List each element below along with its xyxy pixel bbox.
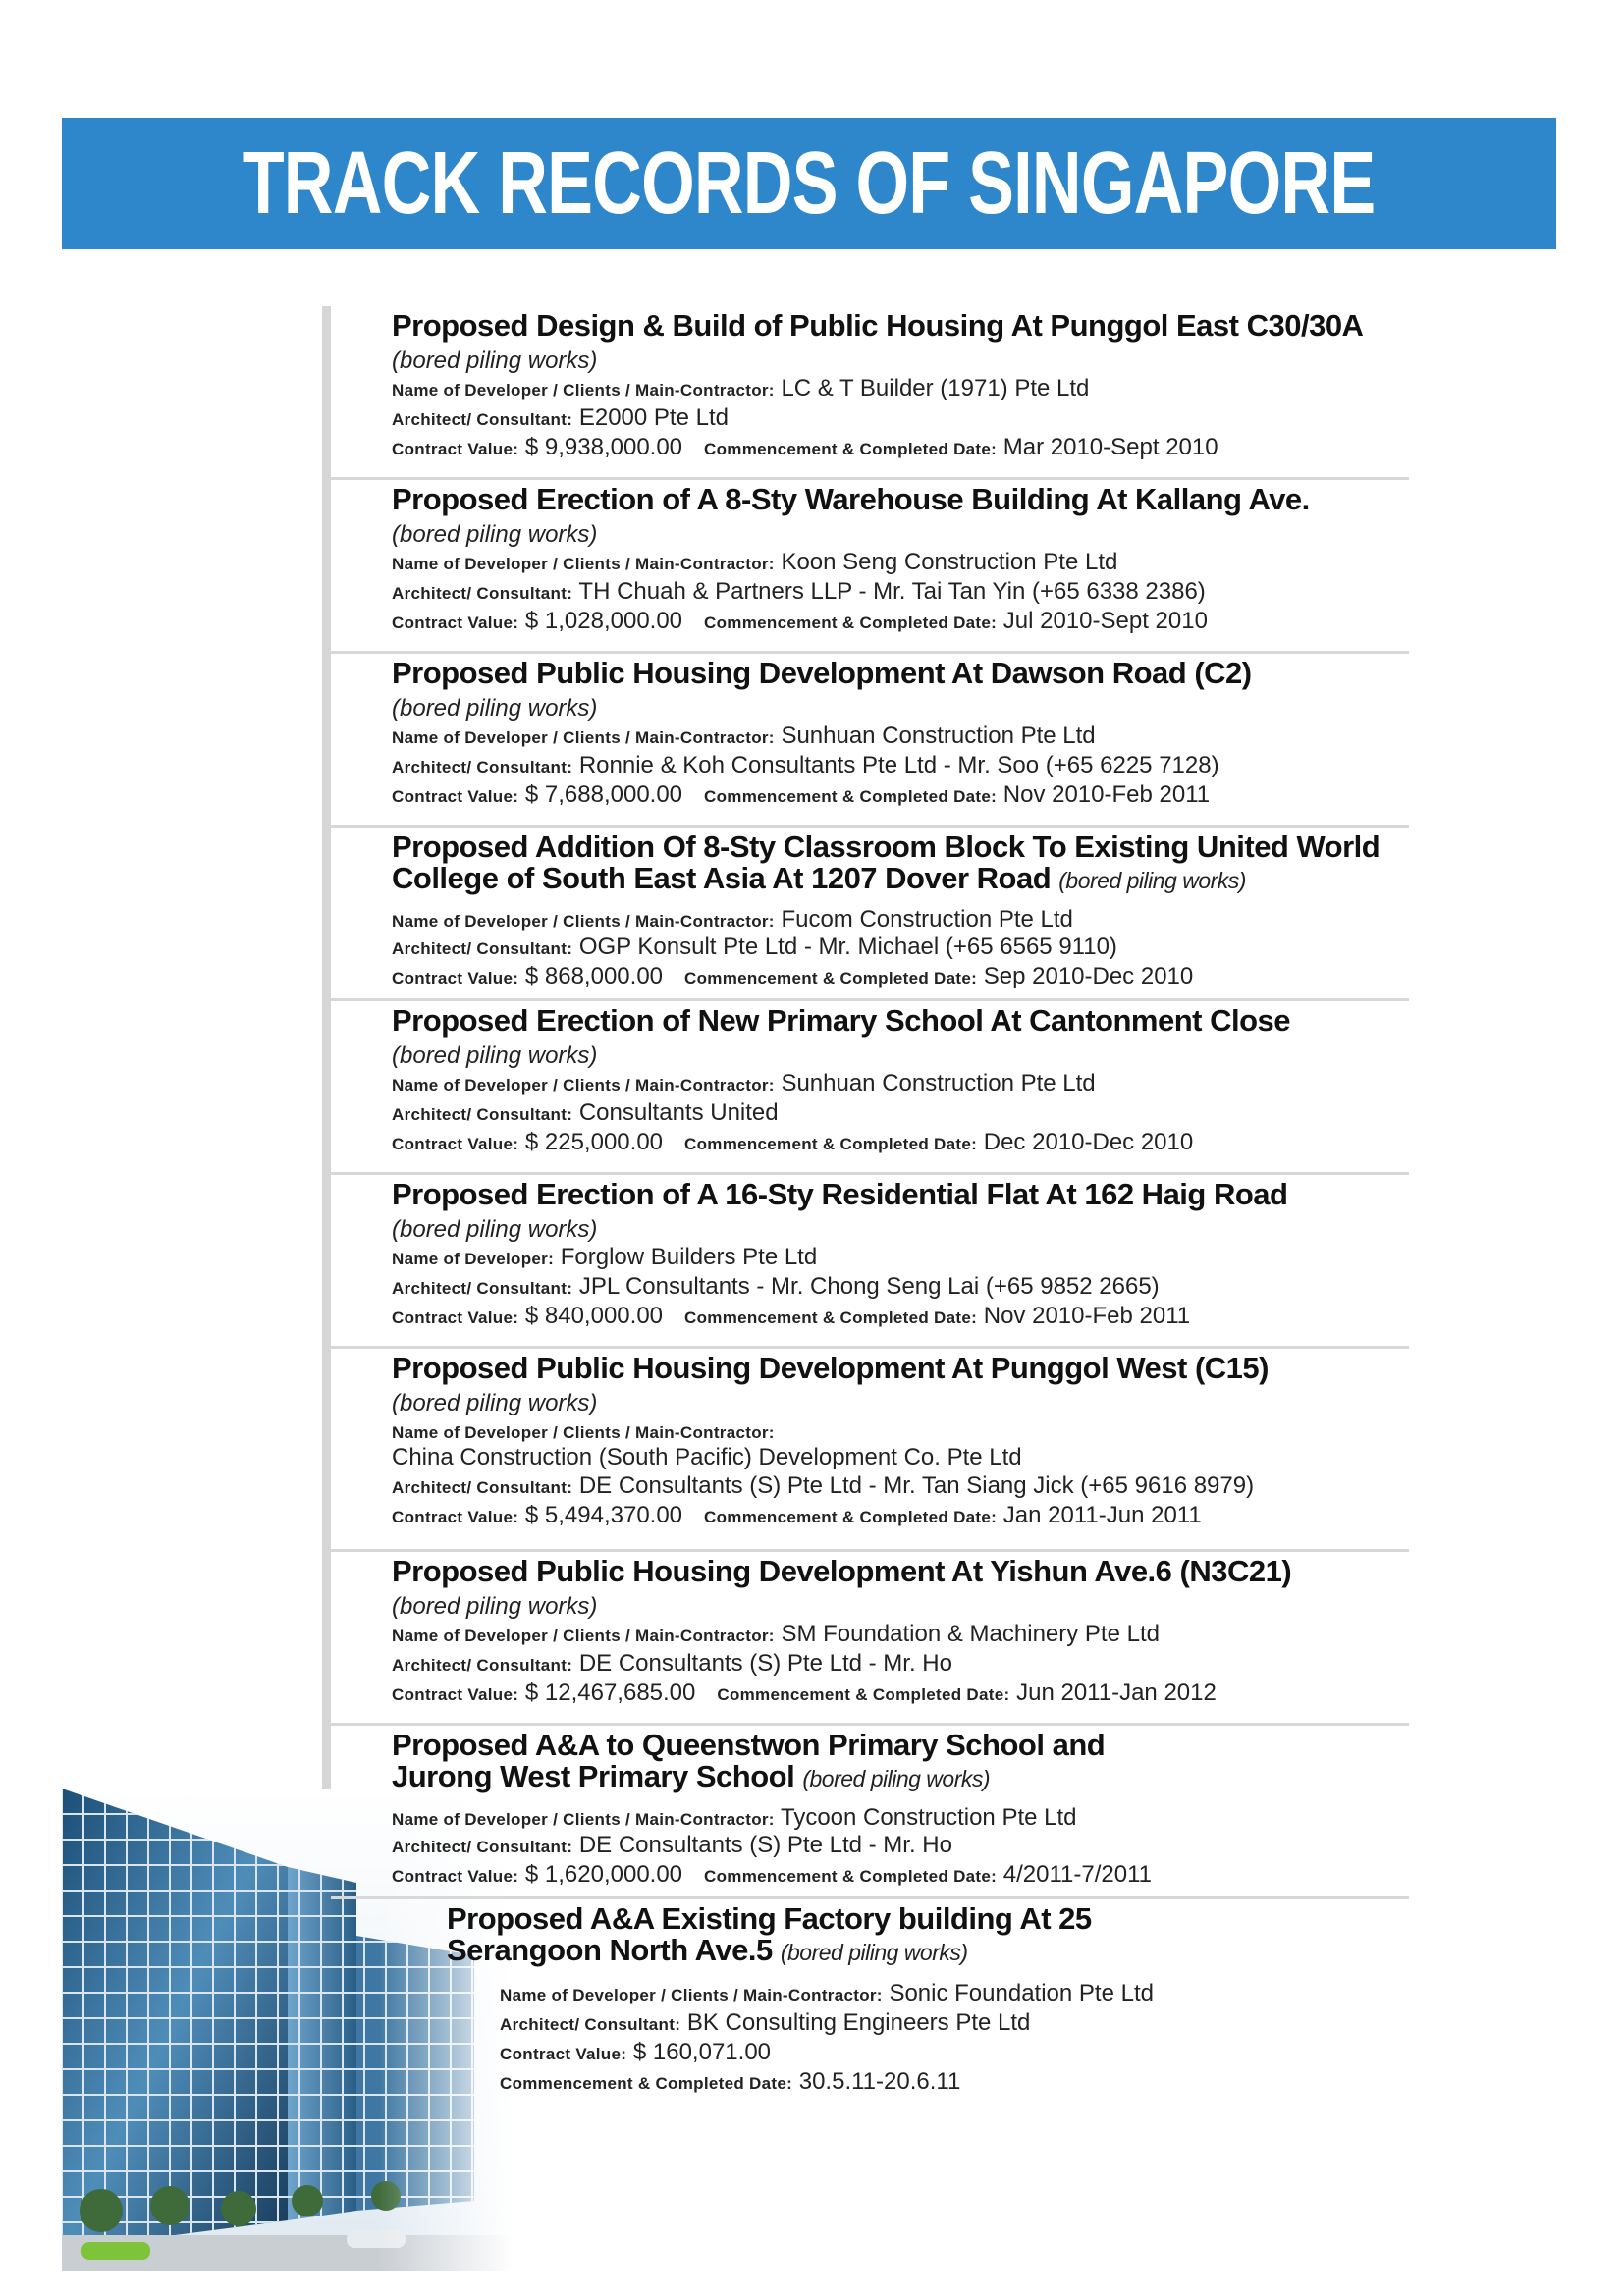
contract-value: $ 1,620,000.00 bbox=[524, 1861, 683, 1888]
record-item bbox=[331, 1726, 1409, 1899]
record-value-line bbox=[500, 2039, 771, 2066]
contract-value-label: Contract Value: bbox=[392, 1685, 519, 1704]
developer-label: Name of Developer / Clients / Main-Contractor: bbox=[392, 381, 775, 400]
record-title: Proposed Design & Build of Public Housing At Punggol East C30/30A bbox=[392, 308, 1364, 343]
record-title-line2-wrap bbox=[392, 1761, 1413, 1794]
developer-label: Name of Developer / Clients / Main-Contractor: bbox=[392, 912, 775, 931]
record-item bbox=[331, 1899, 1409, 2125]
developer-value: SM Foundation & Machinery Pte Ltd bbox=[781, 1621, 1160, 1647]
record-architect-line bbox=[392, 404, 729, 432]
record-title-line2: College of South East Asia At 1207 Dover Road bbox=[392, 861, 1052, 895]
record-works: (bored piling works) bbox=[392, 1390, 598, 1416]
dates-value: Sep 2010-Dec 2010 bbox=[983, 963, 1194, 989]
dates-value: Dec 2010-Dec 2010 bbox=[983, 1129, 1194, 1155]
developer-value: Tycoon Construction Pte Ltd bbox=[781, 1804, 1077, 1831]
record-developer-line bbox=[392, 549, 1117, 576]
record-title-line2: Serangoon North Ave.5 bbox=[447, 1933, 773, 1967]
developer-label: Name of Developer / Clients / Main-Contractor: bbox=[392, 1423, 775, 1442]
record-works: (bored piling works) bbox=[392, 695, 598, 721]
contract-value-label: Contract Value: bbox=[392, 1867, 519, 1886]
title-banner bbox=[62, 118, 1556, 249]
contract-value-label: Contract Value: bbox=[392, 969, 519, 988]
developer-label: Name of Developer / Clients / Main-Contractor: bbox=[392, 1076, 775, 1095]
contract-value: $ 225,000.00 bbox=[524, 1129, 664, 1155]
architect-label: Architect/ Consultant: bbox=[500, 2015, 681, 2034]
record-works: (bored piling works) bbox=[392, 1593, 598, 1620]
developer-label: Name of Developer / Clients / Main-Contractor: bbox=[392, 555, 775, 573]
dates-label: Commencement & Completed Date: bbox=[684, 1308, 978, 1327]
record-architect-line bbox=[500, 2009, 1030, 2037]
record-works: (bored piling works) bbox=[392, 347, 598, 374]
architect-value: OGP Konsult Pte Ltd - Mr. Michael (+65 6565 9110) bbox=[578, 934, 1117, 960]
contract-value-label: Contract Value: bbox=[500, 2045, 627, 2063]
architect-label: Architect/ Consultant: bbox=[392, 584, 573, 603]
developer-value: Sunhuan Construction Pte Ltd bbox=[781, 1070, 1096, 1096]
dates-label: Commencement & Completed Date: bbox=[704, 440, 998, 458]
dates-value: Jan 2011-Jun 2011 bbox=[1002, 1502, 1202, 1528]
record-works: (bored piling works) bbox=[1058, 868, 1246, 893]
contract-value-label: Contract Value: bbox=[392, 1508, 519, 1526]
record-title-line1: Proposed A&A Existing Factory building At 25 bbox=[447, 1901, 1092, 1936]
record-title-line2: Jurong West Primary School bbox=[392, 1759, 795, 1793]
record-developer-label-line bbox=[392, 1417, 775, 1445]
record-item bbox=[331, 1349, 1409, 1552]
dates-label: Commencement & Completed Date: bbox=[684, 1135, 978, 1153]
dates-value: Mar 2010-Sept 2010 bbox=[1002, 434, 1218, 460]
record-value-line bbox=[392, 963, 1193, 990]
record-item bbox=[331, 1175, 1409, 1349]
page-title: TRACK RECORDS OF SINGAPORE bbox=[243, 133, 1376, 233]
contract-value-label: Contract Value: bbox=[392, 787, 519, 806]
record-value-line bbox=[392, 1502, 1202, 1529]
record-developer-line bbox=[392, 722, 1096, 750]
architect-value: Ronnie & Koh Consultants Pte Ltd - Mr. Soo (+65 6225 7128) bbox=[578, 752, 1219, 778]
record-title bbox=[447, 1903, 1468, 1968]
dates-label: Commencement & Completed Date: bbox=[704, 614, 998, 632]
developer-value: Forglow Builders Pte Ltd bbox=[560, 1244, 818, 1270]
record-title-line1: Proposed A&A to Queenstwon Primary School and bbox=[392, 1728, 1106, 1762]
record-works: (bored piling works) bbox=[802, 1766, 991, 1791]
contract-value-label: Contract Value: bbox=[392, 1135, 519, 1153]
record-value-line bbox=[392, 781, 1210, 809]
record-developer-line bbox=[392, 375, 1089, 402]
contract-value: $ 1,028,000.00 bbox=[524, 608, 683, 634]
contract-value: $ 160,071.00 bbox=[632, 2039, 772, 2065]
developer-value: Sonic Foundation Pte Ltd bbox=[889, 1980, 1154, 2006]
developer-label: Name of Developer / Clients / Main-Contractor: bbox=[392, 1627, 775, 1645]
developer-label: Name of Developer / Clients / Main-Contractor: bbox=[392, 728, 775, 747]
record-item bbox=[331, 306, 1409, 480]
contract-value-label: Contract Value: bbox=[392, 614, 519, 632]
developer-value: LC & T Builder (1971) Pte Ltd bbox=[781, 375, 1090, 401]
record-developer-line bbox=[500, 1980, 1154, 2007]
architect-label: Architect/ Consultant: bbox=[392, 1279, 573, 1298]
dates-label: Commencement & Completed Date: bbox=[500, 2074, 793, 2093]
record-works: (bored piling works) bbox=[392, 1042, 598, 1069]
record-value-line bbox=[392, 1303, 1190, 1330]
architect-value: DE Consultants (S) Pte Ltd - Mr. Ho bbox=[578, 1650, 952, 1677]
record-developer-line bbox=[392, 1244, 817, 1271]
developer-value: China Construction (South Pacific) Development Co. Pte Ltd bbox=[392, 1444, 1022, 1470]
architect-value: Consultants United bbox=[578, 1099, 779, 1126]
dates-value: 4/2011-7/2011 bbox=[1002, 1861, 1153, 1888]
dates-label: Commencement & Completed Date: bbox=[704, 787, 998, 806]
track-record-list bbox=[331, 306, 1409, 2125]
record-title: Proposed Erection of A 8-Sty Warehouse Building At Kallang Ave. bbox=[392, 482, 1310, 516]
record-value-line bbox=[392, 608, 1208, 635]
record-title: Proposed Erection of New Primary School At Cantonment Close bbox=[392, 1003, 1291, 1038]
record-architect-line bbox=[392, 934, 1117, 961]
record-architect-line bbox=[392, 1099, 779, 1127]
record-developer-line bbox=[392, 906, 1073, 934]
dates-value: Nov 2010-Feb 2011 bbox=[983, 1303, 1191, 1329]
record-value-line bbox=[392, 1129, 1193, 1156]
record-title-line2-wrap bbox=[392, 863, 1413, 896]
developer-value: Fucom Construction Pte Ltd bbox=[781, 906, 1073, 933]
developer-value: Koon Seng Construction Pte Ltd bbox=[781, 549, 1118, 575]
record-item bbox=[331, 828, 1409, 1001]
architect-value: BK Consulting Engineers Pte Ltd bbox=[686, 2009, 1031, 2036]
record-value-line bbox=[392, 434, 1218, 461]
architect-label: Architect/ Consultant: bbox=[392, 758, 573, 776]
dates-value: Nov 2010-Feb 2011 bbox=[1002, 781, 1211, 808]
dates-value: 30.5.11-20.6.11 bbox=[798, 2068, 961, 2095]
record-architect-line bbox=[392, 1273, 1160, 1301]
record-architect-line bbox=[392, 1650, 952, 1678]
architect-value: DE Consultants (S) Pte Ltd - Mr. Ho bbox=[578, 1832, 952, 1858]
record-item bbox=[331, 1552, 1409, 1726]
record-value-line bbox=[392, 1680, 1217, 1707]
record-title-line2-wrap bbox=[447, 1935, 1468, 1968]
developer-label: Name of Developer / Clients / Main-Contractor: bbox=[500, 1986, 883, 2004]
contract-value: $ 9,938,000.00 bbox=[524, 434, 683, 460]
record-title: Proposed Public Housing Development At Dawson Road (C2) bbox=[392, 656, 1252, 690]
record-title: Proposed Erection of A 16-Sty Residential Flat At 162 Haig Road bbox=[392, 1177, 1288, 1211]
record-works: (bored piling works) bbox=[392, 1216, 598, 1243]
architect-value: TH Chuah & Partners LLP - Mr. Tai Tan Yin (+65 6338 2386) bbox=[578, 578, 1206, 605]
contract-value: $ 868,000.00 bbox=[524, 963, 664, 989]
record-architect-line bbox=[392, 578, 1206, 606]
record-developer-line bbox=[392, 1804, 1077, 1832]
contract-value: $ 7,688,000.00 bbox=[524, 781, 683, 808]
architect-label: Architect/ Consultant: bbox=[392, 1478, 573, 1497]
record-title bbox=[392, 1730, 1413, 1794]
record-developer-line bbox=[392, 1070, 1096, 1097]
timeline-bar bbox=[322, 306, 331, 1906]
architect-label: Architect/ Consultant: bbox=[392, 1656, 573, 1675]
record-title: Proposed Public Housing Development At Punggol West (C15) bbox=[392, 1351, 1269, 1385]
contract-value: $ 12,467,685.00 bbox=[524, 1680, 696, 1706]
record-item bbox=[331, 654, 1409, 828]
architect-label: Architect/ Consultant: bbox=[392, 1105, 573, 1124]
dates-label: Commencement & Completed Date: bbox=[704, 1508, 998, 1526]
developer-label: Name of Developer: bbox=[392, 1250, 555, 1268]
contract-value: $ 5,494,370.00 bbox=[524, 1502, 683, 1528]
record-developer-line bbox=[392, 1621, 1160, 1648]
architect-value: E2000 Pte Ltd bbox=[578, 404, 729, 431]
developer-label: Name of Developer / Clients / Main-Contractor: bbox=[392, 1810, 775, 1829]
architect-label: Architect/ Consultant: bbox=[392, 410, 573, 429]
record-works: (bored piling works) bbox=[392, 521, 598, 548]
record-item bbox=[331, 480, 1409, 654]
record-title-line1: Proposed Addition Of 8-Sty Classroom Block To Existing United World bbox=[392, 829, 1380, 864]
contract-value: $ 840,000.00 bbox=[524, 1303, 664, 1329]
developer-value: Sunhuan Construction Pte Ltd bbox=[781, 722, 1096, 749]
contract-value-label: Contract Value: bbox=[392, 1308, 519, 1327]
dates-label: Commencement & Completed Date: bbox=[684, 969, 978, 988]
dates-value: Jun 2011-Jan 2012 bbox=[1016, 1680, 1217, 1706]
record-architect-line bbox=[392, 1472, 1254, 1500]
contract-value-label: Contract Value: bbox=[392, 440, 519, 458]
record-architect-line bbox=[392, 1832, 952, 1859]
architect-value: JPL Consultants - Mr. Chong Seng Lai (+65 9852 2665) bbox=[578, 1273, 1160, 1300]
dates-label: Commencement & Completed Date: bbox=[704, 1867, 998, 1886]
record-item bbox=[331, 1001, 1409, 1175]
record-value-line bbox=[392, 1861, 1152, 1889]
architect-label: Architect/ Consultant: bbox=[392, 1838, 573, 1856]
record-title bbox=[392, 831, 1413, 896]
record-architect-line bbox=[392, 752, 1219, 779]
architect-value: DE Consultants (S) Pte Ltd - Mr. Tan Siang Jick (+65 9616 8979) bbox=[578, 1472, 1255, 1499]
dates-value: Jul 2010-Sept 2010 bbox=[1002, 608, 1208, 634]
dates-label: Commencement & Completed Date: bbox=[717, 1685, 1010, 1704]
record-title: Proposed Public Housing Development At Yishun Ave.6 (N3C21) bbox=[392, 1554, 1292, 1588]
record-developer-line bbox=[392, 1444, 1022, 1471]
record-works: (bored piling works) bbox=[780, 1940, 968, 1965]
record-dates-line bbox=[500, 2068, 960, 2096]
architect-label: Architect/ Consultant: bbox=[392, 939, 573, 958]
